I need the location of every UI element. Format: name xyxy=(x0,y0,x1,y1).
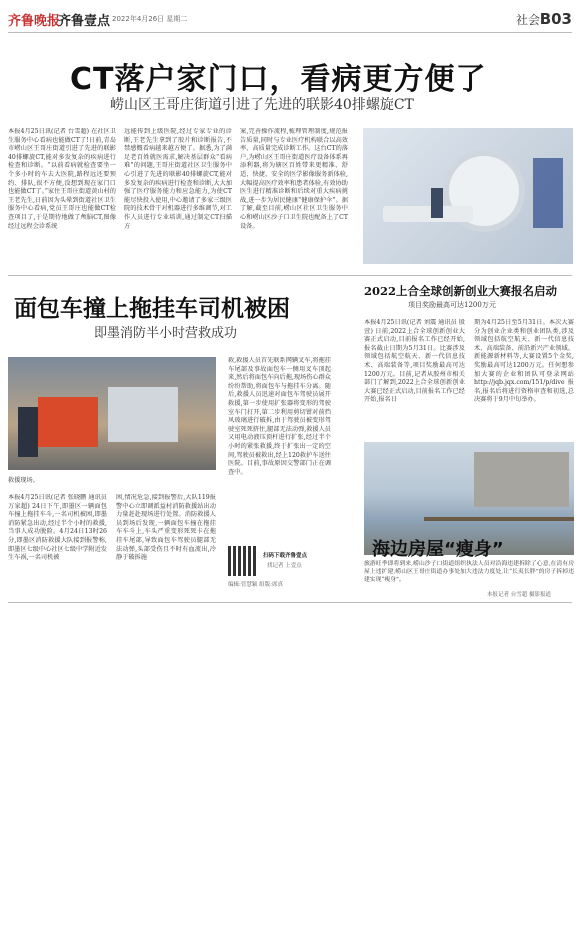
patient-figure xyxy=(431,188,443,218)
ct-scanner-photo xyxy=(363,128,573,264)
article-competition-col2: 期为4月25日至5月31日。本次大赛分为创业企业类和创业团队类,涉及领域包括航空航天、新一代信息技术、高端装备、前沿新兴产业领域、新能源新材料等,大赛设置5个金奖,奖励最高可达1200万元。任何想参加大赛的企业和团队可登录网站http://jqb.jqx.com/151/p/dive报名,报名后将进行资格审查和初选,总决赛将于9月中旬举办。 xyxy=(474,319,574,404)
editor-credit: 编辑:管慧颖 组版:席真 xyxy=(228,582,283,588)
bystander-figure xyxy=(18,407,38,457)
photo-overlay-title: 海边房屋“瘦身” xyxy=(372,539,504,560)
rescue-photo-caption: 救援现场。 xyxy=(8,477,39,484)
railing-figure xyxy=(424,517,574,521)
section-rule-1 xyxy=(8,275,572,276)
article-accident-col1: 本报4月25日讯(记者 张晓鹏 通讯员 万家超) 24日下午,即墨区一辆面包车撞上拖挂车斗,一名司机被困,即墨消防紧急出动,经过半个小时的救援,当事人成功脱险。4月24日13时26分,即墨区消防救援大队接到报警称,即墨区七级中心社区七级中学附近发生车祸,一名司机被 xyxy=(8,494,107,562)
rescue-photo xyxy=(8,357,216,470)
headline-ct: CT落户家门口，看病更方便了 xyxy=(70,62,487,97)
subheadline-accident: 即墨消防半小时营救成功 xyxy=(94,326,238,341)
bottom-rule xyxy=(8,602,572,603)
masthead xyxy=(8,10,572,30)
article-ct-col2: 远能传到上级医院,经过专家专业的诊断,王老先生拿到了胶片和诊断报告,不禁感慨看病越来越方便了。据悉,为了满足老百姓就医需求,解决基层群众“看病难”的问题,王哥庄街道社区卫生服务中心引进了先进的联影40排螺旋CT,能对多发复杂的疾病进行检查和诊断,大大加强了医疗服务能力和应急能力,为使CT能尽快投入使用,中心邀请了多家三级医院的技术骨干对机器进行多维调节,对工作人员进行专业培训,通过制定CT扫描方 xyxy=(124,128,232,230)
van-figure xyxy=(108,387,178,442)
app-logo: 齐鲁壹点 xyxy=(58,14,111,29)
section-name: 社会 xyxy=(515,13,540,27)
issue-date: 2022年4月26日 星期二 xyxy=(112,15,188,23)
subheadline-competition: 项目奖励最高可达1200万元 xyxy=(408,301,496,309)
masthead-rule xyxy=(8,32,572,33)
article-accident-col2: 困,情况危急,接到报警后,大队119报警中心立即调派益村消防救援站出动力量赶赴现场进行处置。消防救援人员到场后发现,一辆面包车撞在拖挂车车斗上,车头严重变形死死卡在拖挂车尾部,导致面包车驾驶员腿部无法动弹,头部受伤且不时有血流出,冷静于破拆施 xyxy=(116,494,216,562)
headline-competition: 2022上合全球创新创业大赛报名启动 xyxy=(364,284,558,298)
article-ct-col1: 本报4月25日讯(记者 台雪超) 在社区卫生服务中心看病也能做CT了!日前,青岛市崂山区王哥庄街道引进了先进的联影40排螺旋CT,能对多发复杂的疾病进行检查和诊断。“以前看病就检查要坐一个多小时的车去大医院,路程远还要预约、排队,很不方便,没想到现在家门口也能做CT了。”家住王哥庄街道黄山村的王老先生,日前因为头晕到街道社区卫生服务中心看病,党员王哥庄也能做CT检查项目了,于是期待地做了颅脑CT,图像经过远程会诊系统 xyxy=(8,128,116,230)
qr-label: 扫码下载齐鲁壹点 xyxy=(263,553,308,559)
seaside-caption: 旅游旺季即将到来,崂山沙子口街道组织执法人员对沿海违建拆除了心意,在清有房屋上违扩建,崂山区王哥庄街道办事处加大违法力度处,让“长夷长胖”的房子拆掉违建实现“瘦身”。 xyxy=(364,561,574,583)
article-accident-col3: 救,救援人员首先联系网辆叉车,将拖挂车尾部及事故面包车一侧用叉车顶起来,然后将面包车向后拖,现场伤心群众纷纷帮助,将面包车与拖挂车分离。随后,救援人员迅速对面包车驾驶员展开救援,第一步使用扩张器将变形的驾驶室车门打开,第二步利用剪切钳对前挡风玻璃进行破拆,由于驾驶员被变形驾驶室死死挤住,腿部无法动弹,救援人员又用电动液压顶杆进行扩张,经过半个小时的紧张救援,终于扩张出一定的空间,驾驶员被救出,经上120救护车送往医院。目前,事故原因交警部门正在调查中。 xyxy=(228,357,331,476)
page-number: B03 xyxy=(539,10,572,28)
qr-code-icon[interactable] xyxy=(228,546,258,576)
newspaper-logo: 齐鲁晚报 xyxy=(8,14,61,29)
subheadline-ct: 崂山区王哥庄街道引进了先进的联影40排螺旋CT xyxy=(110,97,414,113)
headline-accident: 面包车撞上拖挂车司机被困 xyxy=(14,296,290,322)
article-ct-col3: 案,完善操作流程,梳理管理制度,规范报告质量,同时与专业医疗机构联合以高效率、高质量完成诊断工作。这台CT的落户,为崂山区王哥庄街道医疗设备体系再添利器,将为辖区百姓带来更精准、舒适、快捷、安全的医学影像服务新体验,大幅提高医疗效率和患者体验,有效协助医生进行精准诊断和后续对重大疾病挑战,进一步为居民健康“健康保护伞”。据了解,截至目前,崂山区社区卫生服务中心和崂山区沙子口卫生院也配备上了CT设备。 xyxy=(240,128,348,230)
medical-cabinet xyxy=(533,158,563,228)
article-competition-col1: 本报4月25日讯(记者 刘震 通讯员 殷萱) 日前,2022上合全球创新创业大赛正式启动,目前报名工作已经开始,报名截止日期为5月31日。比赛涉及领域包括航空航天、新一代信息技术、高端装备等,项目奖励最高可达1200万元。目前,记者从胶州市相关部门了解到,2022上合全球创新创业大赛已经正式启动,目前报名工作已经开始,报名日 xyxy=(364,319,465,404)
firefighter-figure xyxy=(38,397,98,447)
qr-sublabel: 找记者 上壹点 xyxy=(267,563,302,569)
seaside-credit: 本报记者 台雪超 摄影报道 xyxy=(487,592,551,598)
house-figure xyxy=(474,452,569,507)
ct-bed xyxy=(383,206,473,222)
